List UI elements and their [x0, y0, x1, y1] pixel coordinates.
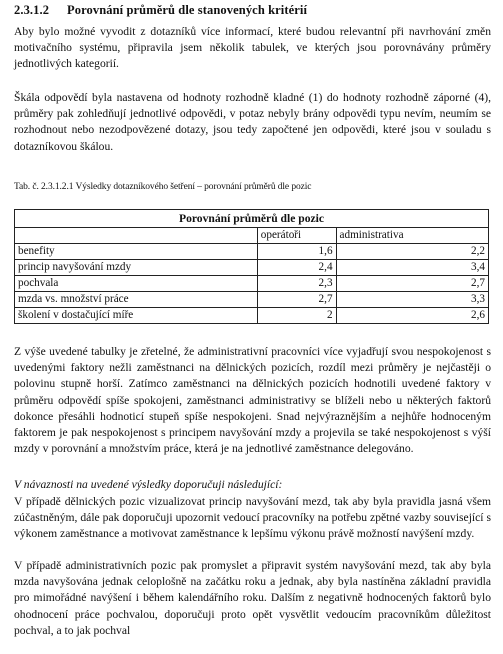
- recommendation-2: V případě administrativních pozic pak promyslet a připravit systém navyšování mezd, tak aby byla mzda navyšována jednak celoplošně na začátku roku a jednak, aby byla nastíněna základní pravidla pro mimořádné navýšení i během kalendářního roku. Dalším z negativně hodnocených faktorů bylo ohodnocení práce pochvalou, doporučuji proto opět vysvětlit vedoucím pracovníkům důležitost pochval, a to jak pochval: [14, 559, 491, 637]
- section-number: 2.3.1.2: [14, 3, 50, 17]
- header-operatori: operátoři: [257, 228, 336, 244]
- intro-paragraph: Aby bylo možné vyvodit z dotazníků více informací, které budou relevantní při navrhování změn motivačního systému, připravila jsem několik tabulek, ve kterých jsou porovnávány průměry jednotlivých kategorií.: [14, 25, 491, 71]
- section-heading: [14, 3, 307, 18]
- table-header-row: [15, 228, 489, 244]
- row-administrativa: 3,3: [336, 292, 488, 308]
- analysis-paragraph: Z výše uvedené tabulky je zřetelné, že administrativní pracovníci více vyjadřují svou nespokojenost s uvedenými faktory nežli zaměstnanci na dělnických pozicích, rozdíl mezi průměry je nejčastěji o polovinu stupně horší. Zatímco zaměstnanci na dělnických pozicích hodnotili uvedené faktory v průměru odpovědí spíše spokojeni, zaměstnanci administrativy se blíželi nebo u některých faktorů dokonce přesáhli hodnoticí stupeň spíše nespokojeni. Snad nejvýraznějším a nejhůře hodnoceným faktorem je pak nespokojenost s principem navyšování mzdy a projevila se také nespokojenost s výší mzdy v porovnání a množstvím práce, která je na jednotlivé zaměstnance delegováno.: [14, 345, 491, 456]
- row-administrativa: 3,4: [336, 260, 488, 276]
- results-table: [14, 209, 489, 324]
- table-caption: Tab. č. 2.3.1.2.1 Výsledky dotazníkového šetření – porovnání průměrů dle pozic: [14, 182, 312, 192]
- row-label: školení v dostačující míře: [15, 308, 258, 324]
- recommendation-1: V případě dělnických pozic vizualizovat princip navyšování mezd, tak aby byla pravidla jasná všem zúčastněným, dále pak doporučuji upozornit vedoucí pracovníky na potřebu zpětné vazby související s výkonem zaměstnance a motivovat zaměstnance k lepšímu výkonu právě možností navýšení mzdy.: [14, 495, 491, 541]
- row-operatori: 2,4: [257, 260, 336, 276]
- table-row: [15, 308, 489, 324]
- header-empty: [15, 228, 258, 244]
- scale-paragraph: Škála odpovědí byla nastavena od hodnoty rozhodně kladné (1) do hodnoty rozhodně záporné (4), průměry pak zohledňují jednotlivé odpovědi, v potaz nebyly brány odpovědi typu nevím, neumím se rozhodnout nebo nezodpovězené dotazy, jsou tedy započtené jen odpovědi, které jsou v souladu s dotazníkovou škálou.: [14, 91, 491, 153]
- row-operatori: 2,7: [257, 292, 336, 308]
- row-label: princip navyšování mzdy: [15, 260, 258, 276]
- row-administrativa: 2,7: [336, 276, 488, 292]
- table-row: [15, 244, 489, 260]
- row-label: pochvala: [15, 276, 258, 292]
- row-label: mzda vs. množství práce: [15, 292, 258, 308]
- table-row: [15, 260, 489, 276]
- table-row: [15, 276, 489, 292]
- recommendations-heading: V návaznosti na uvedené výsledky doporučuji následující:: [14, 478, 283, 491]
- table-row: [15, 292, 489, 308]
- row-administrativa: 2,6: [336, 308, 488, 324]
- row-label: benefity: [15, 244, 258, 260]
- row-administrativa: 2,2: [336, 244, 488, 260]
- row-operatori: 2,3: [257, 276, 336, 292]
- row-operatori: 1,6: [257, 244, 336, 260]
- header-administrativa: administrativa: [336, 228, 488, 244]
- table-title: Porovnání průměrů dle pozic: [15, 210, 489, 228]
- row-operatori: 2: [257, 308, 336, 324]
- section-title: Porovnání průměrů dle stanovených kritérií: [67, 3, 308, 17]
